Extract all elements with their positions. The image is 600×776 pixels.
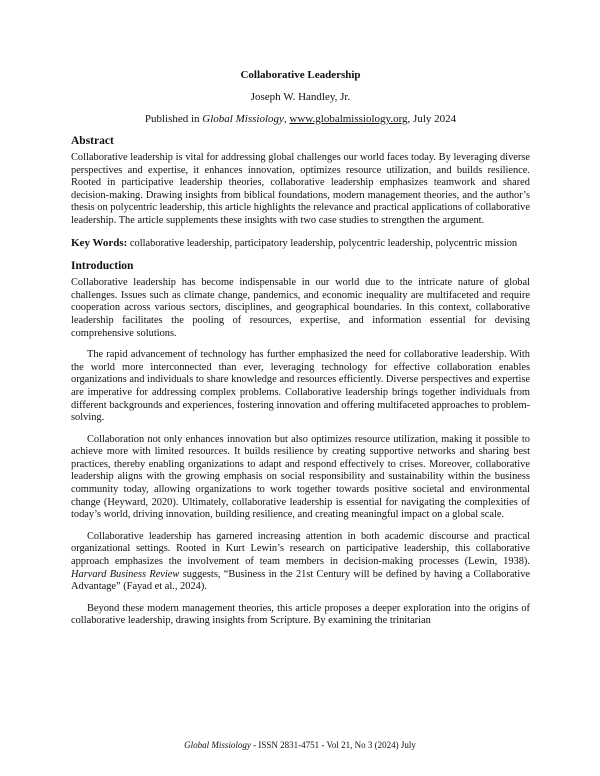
- published-prefix: Published in: [144, 113, 203, 125]
- keywords: [71, 237, 530, 251]
- published-separator: ,: [283, 113, 290, 125]
- abstract-text: Collaborative leadership is vital for addressing global challenges our world faces today. By leveraging diverse perspectives and expertise, it enhances innovation, optimizes resource utilization, and builds resilience. Rooted in participative leadership theories, collaborative leadership emphasizes teamwork and shared decision-making. Drawing insights from biblical foundations, modern management theories, and the author’s thesis on polycentric leadership, this article highlights the relevance and practical applications of collaborative leadership. The article supplements these insights with two case studies to strengthen the argument.: [71, 152, 530, 226]
- p4-text-before: Collaborative leadership has garnered increasing attention in both academic discourse and practical organizational settings. Rooted in Kurt Lewin’s research on participative leadership, this collaborative approach emphasizes the involvement of team members in decision-making processes (Lewin, 1938).: [71, 530, 530, 568]
- page-footer: [0, 740, 600, 751]
- keywords-text: collaborative leadership, participatory leadership, polycentric leadership, polycentric mission: [127, 237, 518, 249]
- published-date: , July 2024: [407, 113, 457, 125]
- intro-paragraph-3: Collaboration not only enhances innovation but also optimizes resource utilization, making it possible to achieve more with limited resources. It builds resilience by creating supportive networks and sharing best practices, thereby enabling organizations to adapt and respond effectively to crises. Moreover, collaborative leadership aligns with the growing emphasis on social responsibility and sustainability within the business community today, allowing organizations to work together towards positive societal and environmental change (Heyward, 2020). Ultimately, collaborative leadership is essential for navigating the complexities of today’s world, driving innovation, building resilience, and creating meaningful impact on a global scale.: [71, 433, 530, 521]
- keywords-label: Key Words:: [71, 236, 128, 249]
- footer-journal: Global Missiology: [184, 740, 251, 750]
- publication-line: [71, 112, 530, 126]
- intro-paragraph-2: The rapid advancement of technology has further emphasized the need for collaborative leadership. With the world more interconnected than ever, leveraging technology for effective collaboration enables organizations and individuals to share knowledge and resources efficiently. Diverse perspectives and expertise are imperative for addressing complex problems. Collaborative leadership brings together individuals from different backgrounds and experiences, fostering innovation and offering multifaceted approaches to problem-solving.: [71, 349, 530, 424]
- intro-paragraph-4: [71, 531, 530, 594]
- p4-italic-title: Harvard Business Review: [71, 568, 180, 580]
- article-title: Collaborative Leadership: [240, 69, 361, 81]
- abstract-heading: Abstract: [71, 135, 114, 147]
- journal-url-link[interactable]: www.globalmissiology.org: [289, 113, 408, 125]
- intro-paragraph-5: Beyond these modern management theories, this article proposes a deeper exploration into the origins of collaborative leadership, drawing insights from Scripture. By examining the trinitarian: [71, 602, 530, 627]
- article-body: [71, 68, 530, 637]
- journal-name: Global Missiology: [202, 113, 284, 125]
- p4-text-after: suggests, “Business in the 21st Century will be defined by having a Collaborative Advantage” (Fayad et al., 2024).: [71, 568, 531, 593]
- intro-paragraph-1: Collaborative leadership has become indispensable in our world due to the intricate nature of global challenges. Issues such as climate change, pandemics, and economic inequality are multifaceted and require cooperation across various sectors, disciplines, and geographical boundaries. In this context, collaborative leadership facilitates the pooling of resources, expertise, and information essential for devising comprehensive solutions.: [71, 277, 530, 339]
- article-author: Joseph W. Handley, Jr.: [250, 91, 351, 103]
- footer-text: - ISSN 2831-4751 - Vol 21, No 3 (2024) July: [250, 740, 416, 750]
- introduction-heading: Introduction: [71, 260, 134, 273]
